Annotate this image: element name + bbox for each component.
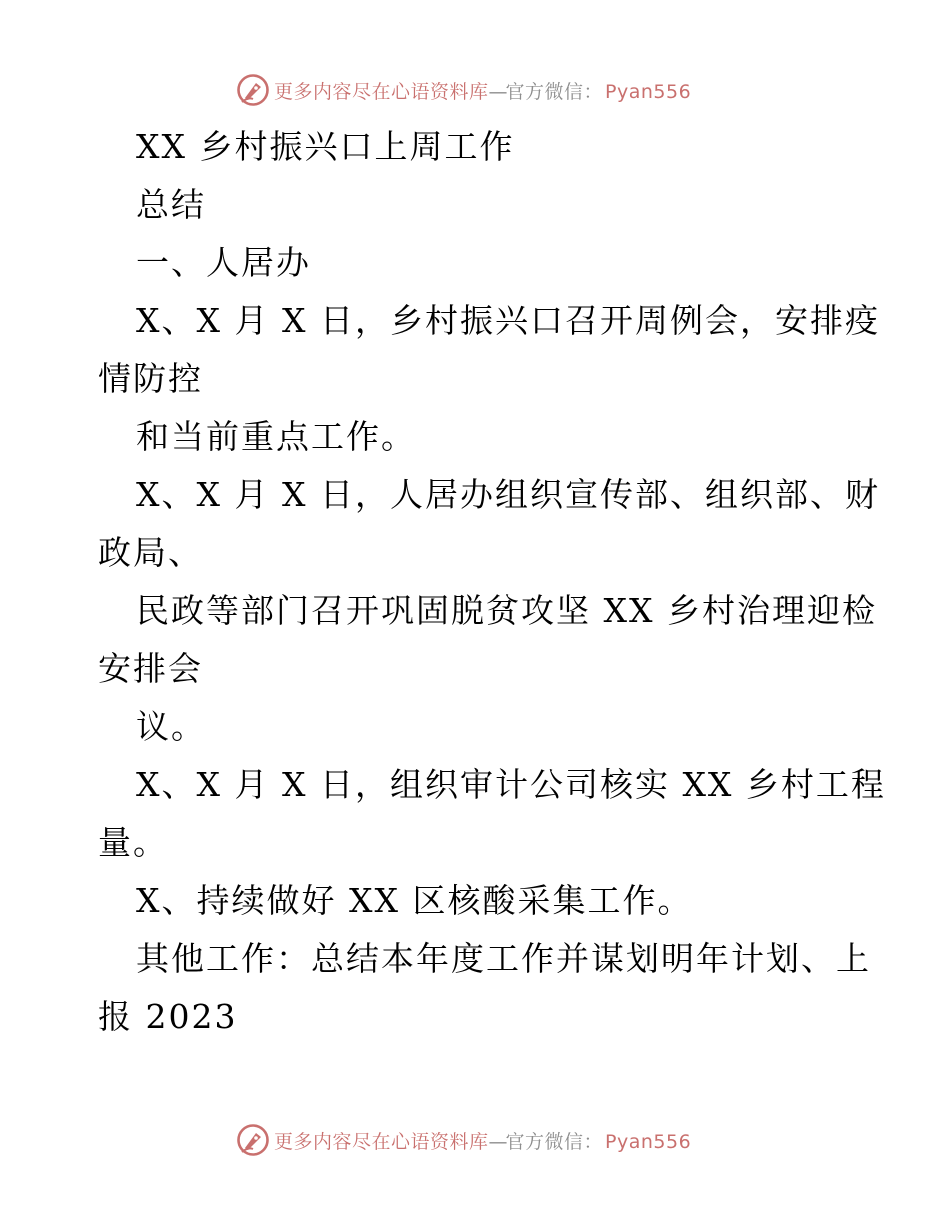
document-line: 其他工作：总结本年度工作并谋划明年计划、上 [136, 939, 871, 978]
pen-nib-logo-icon [236, 1123, 270, 1157]
document-line: 情防控 [98, 359, 203, 398]
document-line: X、X 月 X 日，人居办组织宣传部、组织部、财 [136, 475, 880, 514]
watermark-label: 官方微信： [505, 80, 604, 103]
document-line: 民政等部门召开巩固脱贫攻坚 XX 乡村治理迎检 [136, 591, 877, 630]
document-line: 总结 [136, 185, 206, 224]
watermark-separator: — [488, 80, 506, 103]
document-line: 政局、 [98, 533, 203, 572]
document-line: X、X 月 X 日，组织审计公司核实 XX 乡村工程 [136, 765, 886, 804]
watermark-separator: — [488, 1130, 506, 1153]
watermark-text [274, 77, 691, 104]
document-line: 报 2023 [98, 997, 238, 1036]
document-line: X、持续做好 XX 区核酸采集工作。 [136, 881, 693, 920]
watermark-wechat-id: Pyan556 [605, 80, 692, 103]
watermark-text [274, 1127, 691, 1154]
document-line: 和当前重点工作。 [136, 417, 416, 456]
document-line: 议。 [136, 707, 206, 746]
document-line: 安排会 [98, 649, 203, 688]
watermark-label: 官方微信： [505, 1130, 604, 1153]
document-line: XX 乡村振兴口上周工作 [136, 127, 515, 166]
document-line: X、X 月 X 日，乡村振兴口召开周例会，安排疫 [136, 301, 880, 340]
document-line: 量。 [98, 823, 168, 862]
pen-nib-logo-icon [236, 73, 270, 107]
watermark-main-text: 更多内容尽在心语资料库 [274, 1130, 489, 1153]
footer-watermark [236, 1122, 691, 1158]
document-body [98, 118, 886, 1046]
header-watermark [236, 72, 691, 108]
document-line: 一、人居办 [136, 243, 311, 282]
watermark-wechat-id: Pyan556 [605, 1130, 692, 1153]
watermark-main-text: 更多内容尽在心语资料库 [274, 80, 489, 103]
